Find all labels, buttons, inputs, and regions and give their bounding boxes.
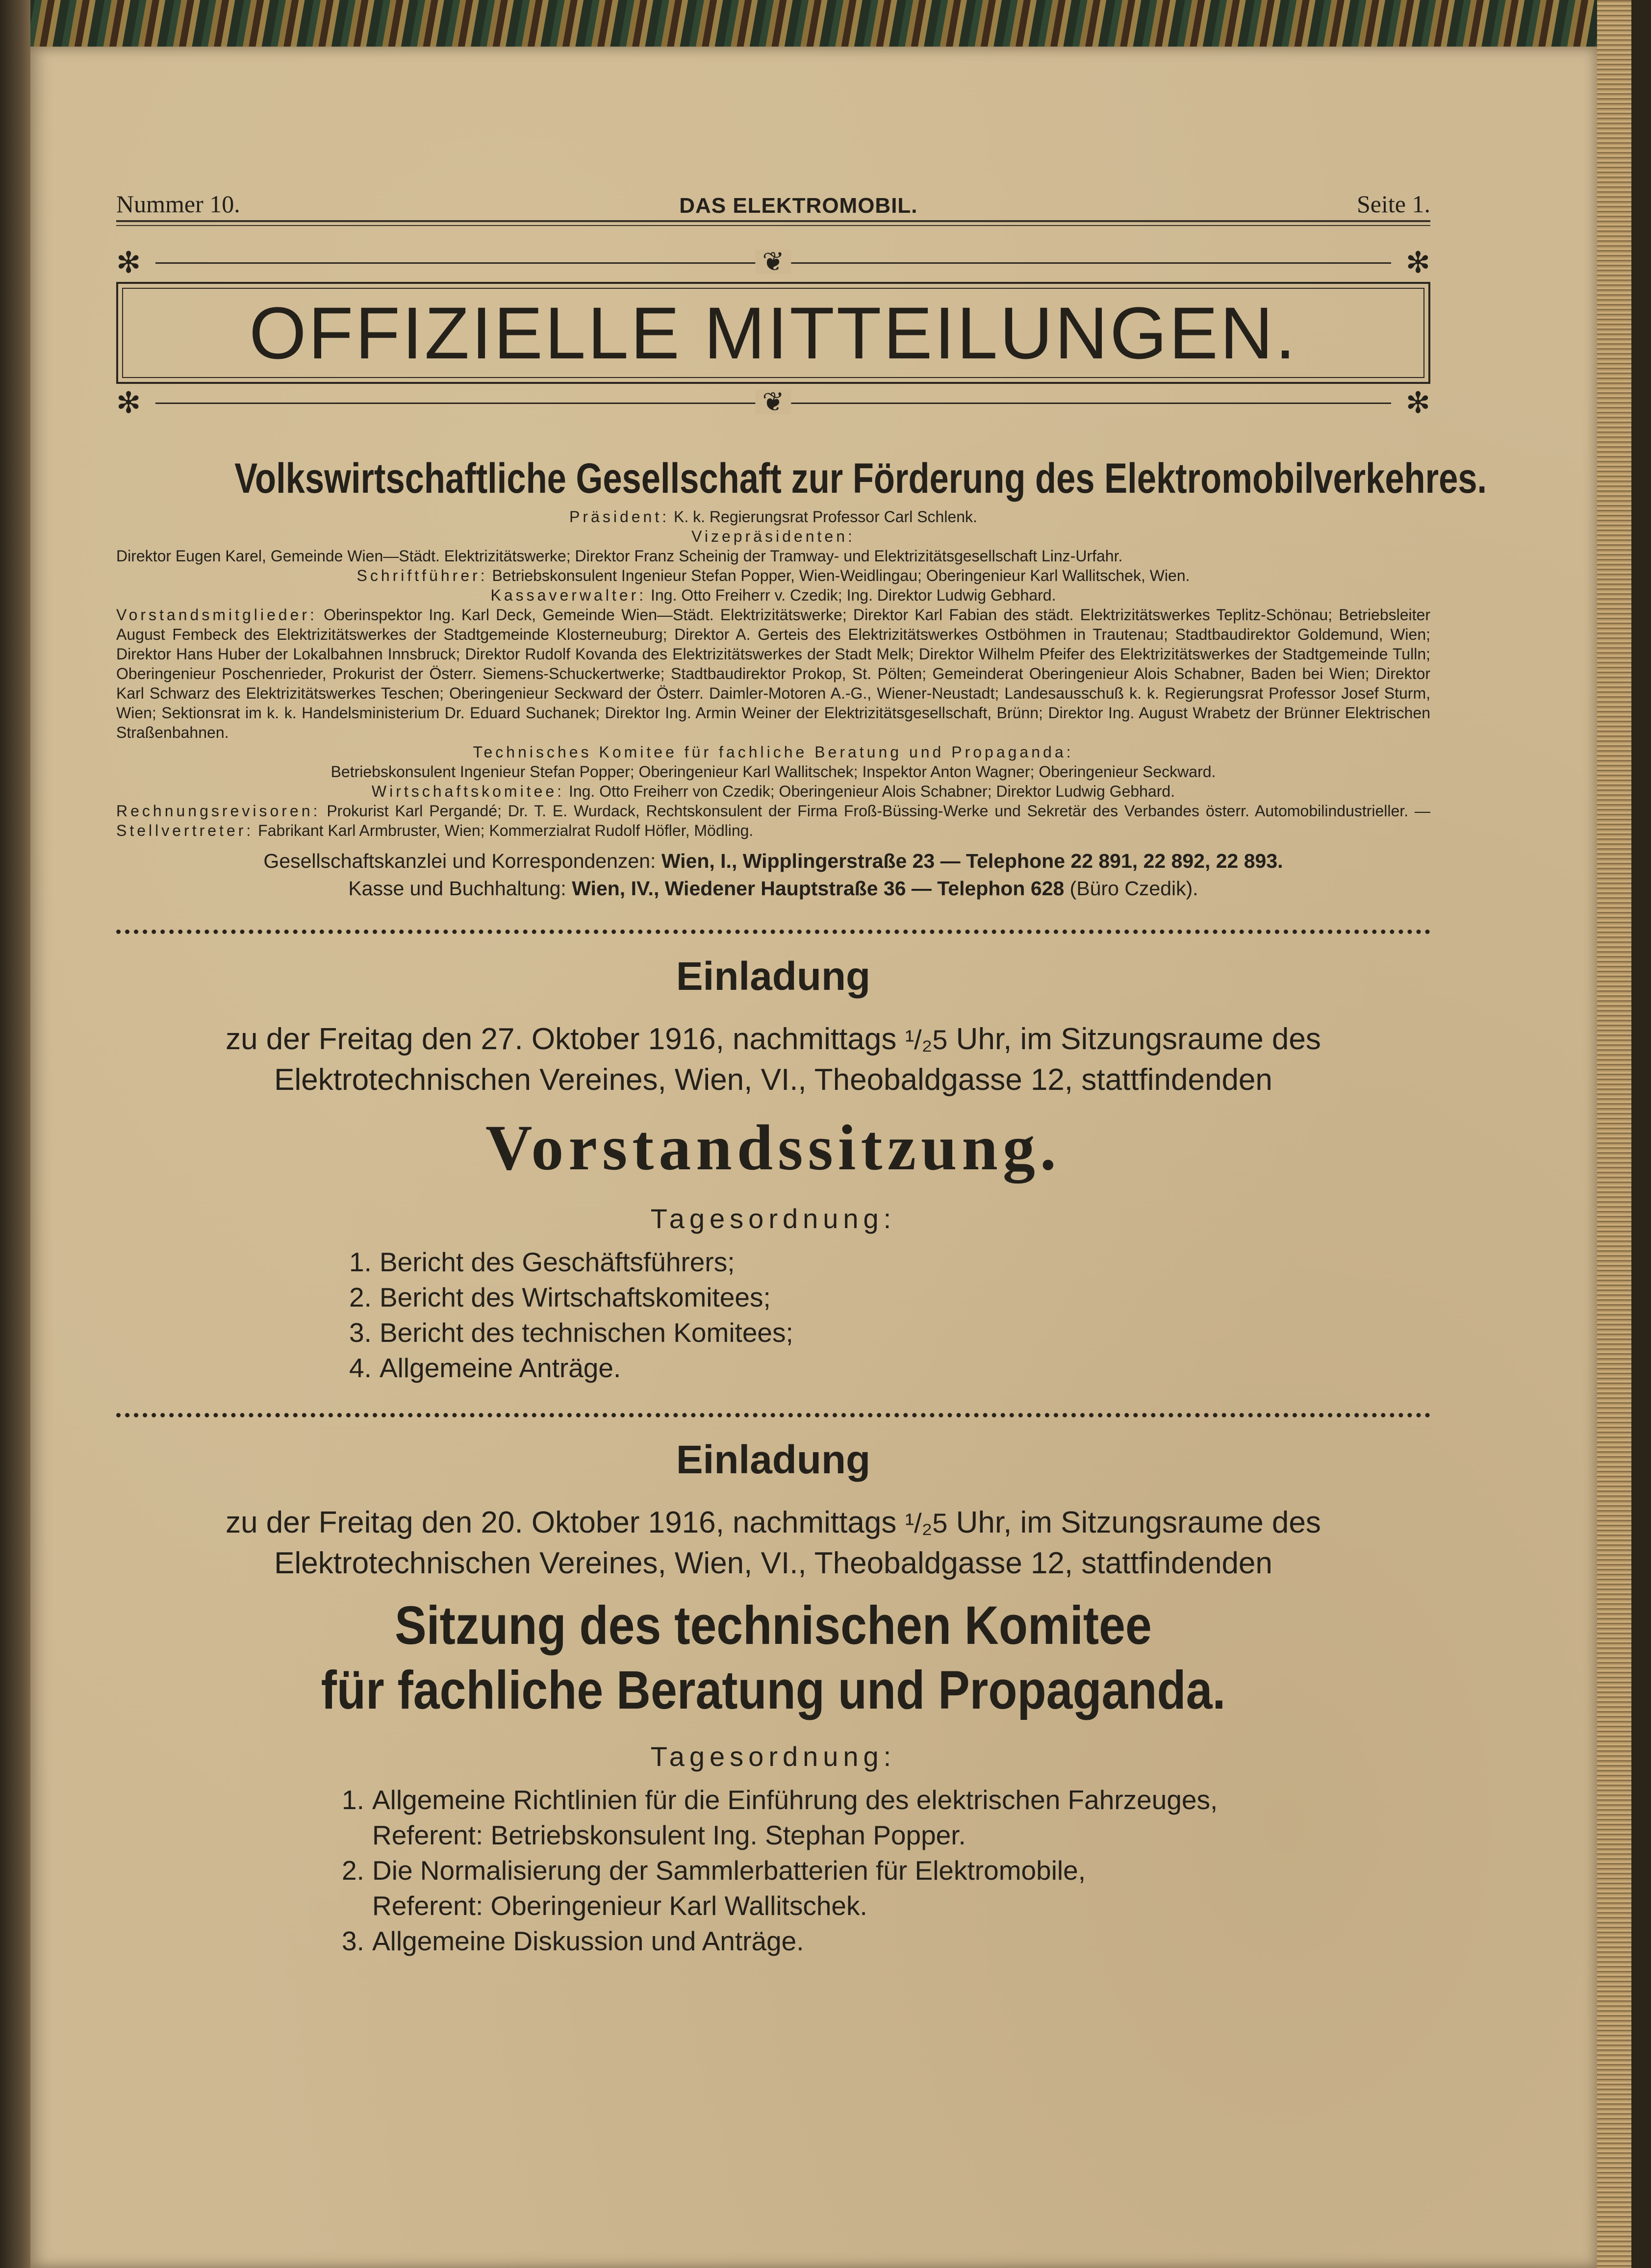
accounting-address: Kasse und Buchhaltung: Wien, IV., Wiedener Hauptstraße 36 — Telephon 628 (Büro Czedik). <box>348 877 1198 900</box>
society-name: Volkswirtschaftliche Gesellschaft zur Förderung des Elektromobilverkehres. <box>234 455 1487 502</box>
scanned-page <box>30 47 1597 2268</box>
technical-committee: Betriebskonsulent Ingenieur Stefan Popper; Oberingenieur Karl Wallitschek; Inspektor Anton Wagner; Oberingenieur Seckward. <box>330 763 1216 781</box>
journal-title: DAS ELEKTROMOBIL. <box>679 194 918 218</box>
officers-block <box>116 507 1430 840</box>
agenda-item: 2. Bericht des Wirtschaftskomitees; <box>349 1282 771 1312</box>
running-header <box>116 179 1430 222</box>
ornament-top <box>116 247 1430 279</box>
meeting-title: Vorstandssitzung. <box>485 1111 1061 1184</box>
swirl-ornament-icon: ❦ <box>755 390 791 414</box>
agenda-item: 4. Allgemeine Anträge. <box>349 1353 621 1383</box>
ornament-bottom <box>116 387 1430 419</box>
invitation-technical-committee <box>116 1437 1430 1959</box>
meeting-title: Sitzung des technischen Komitee für fachliche Beratung und Propaganda. <box>321 1595 1226 1720</box>
cover-edge <box>1631 0 1651 2268</box>
swirl-ornament-icon: ❦ <box>755 250 791 274</box>
asterisk-ornament-icon: ✻ <box>116 247 141 279</box>
agenda-item: 1. Allgemeine Richtlinien für die Einführung des elektrischen Fahrzeuges, Referent: Betriebskonsulent Ing. Stephan Popper. <box>342 1785 1218 1850</box>
board-members: Vorstandsmitglieder: Oberinspektor Ing. Karl Deck, Gemeinde Wien—Städt. Elektrizitätswerke; Direktor Karl Fabian des städt. Elektrizitätswerkes Teplitz-Schönau; Betriebsleiter August Fembeck des Elektrizitätswerkes der Stadtgemeinde Klosterneuburg; Direktor A. Gerteis des Elektrizitätswerkes Ostböhmen in Trautenau; Stadtbaudirektor Goldemund, Wien; Direktor Hans Huber der Lokalbahnen Innsbruck; Direktor Rudolf Kovanda des Elektrizitätswerkes der Stadt Melk; Direktor Wilhelm Pfeifer des Elektrizitätswerkes der Stadtgemeinde Tulln; Oberingenieur Poschenrieder, Prokurist der Österr. Siemens-Schuckertwerke; Stadtbaudirektor Prokop, St. Pölten; Gemeinderat Oberingenieur Alois Schabner, Baden bei Wien; Direktor Karl Schwarz des Elektrizitätswerkes Teschen; Oberingenieur Seckward der Österr. Daimler-Motoren A.-G., Wiener-Neustadt; Landesausschuß k. k. Regierungsrat Professor Josef Sturm, Wien; Sektionsrat im k. k. Handelsministerium Dr. Eduard Suchanek; Direktor Ing. Armin Weiner der Elektrizitätsgesellschaft, Brünn; Direktor Ing. August Wrabetz der Brünner Elektrischen Straßenbahnen. <box>116 606 1431 741</box>
agenda-label: Tagesordnung: <box>650 1741 896 1772</box>
office-address: Gesellschaftskanzlei und Korrespondenzen: Wien, I., Wipplingerstraße 23 — Telephone 22 891, 22 892, 22 893. <box>263 850 1283 872</box>
title-frame <box>116 282 1430 384</box>
treasurer-line: Kassaverwalter: Ing. Otto Freiherr v. Czedik; Ing. Direktor Ludwig Gebhard. <box>490 586 1056 604</box>
invitation-date-line: zu der Freitag den 27. Oktober 1916, nachmittags ¹/₂5 Uhr, im Sitzungsraume des <box>226 1022 1321 1056</box>
dotted-divider <box>116 930 1430 934</box>
agenda-list <box>349 1244 1430 1386</box>
address-block <box>116 847 1430 902</box>
auditors-line: Rechnungsrevisoren: Prokurist Karl Pergandé; Dr. T. E. Wurdack, Rechtskonsulent der Firma Froß-Büssing-Werke und Sekretär des Verbandes österr. Automobilindustrieller. — Stellvertreter: Fabrikant Karl Armbruster, Wien; Kommerzialrat Rudolf Höfler, Mödling. <box>116 802 1431 839</box>
vice-presidents: Direktor Eugen Karel, Gemeinde Wien—Städt. Elektrizitätswerke; Direktor Franz Scheinig der Tramway- und Elektrizitätsgesellschaft Linz-Urfahr. <box>116 547 1123 565</box>
agenda-item: 3. Bericht des technischen Komitees; <box>349 1317 793 1348</box>
page-number: Seite 1. <box>1357 190 1430 218</box>
invitation-heading: Einladung <box>676 1437 871 1482</box>
agenda-list <box>342 1782 1430 1959</box>
agenda-item: 3. Allgemeine Diskussion und Anträge. <box>342 1926 804 1956</box>
page-title: OFFIZIELLE MITTEILUNGEN. <box>249 292 1297 374</box>
invitation-venue-line: Elektrotechnischen Vereines, Wien, VI., Theobaldgasse 12, stattfindenden <box>274 1546 1272 1580</box>
asterisk-ornament-icon: ✻ <box>1405 247 1430 279</box>
page-content <box>116 179 1487 1959</box>
agenda-item: 2. Die Normalisierung der Sammlerbatterien für Elektromobile, Referent: Oberingenieur Karl Wallitschek. <box>342 1855 1086 1921</box>
invitation-heading: Einladung <box>676 954 871 999</box>
secretaries-line: Schriftführer: Betriebskonsulent Ingenieur Stefan Popper, Wien-Weidlingau; Oberingenieur Karl Wallitschek, Wien. <box>356 567 1190 584</box>
technical-committee-label: Technisches Komitee für fachliche Beratung und Propaganda: <box>473 743 1074 761</box>
header-rule <box>116 222 1430 226</box>
book-spine <box>0 0 30 2268</box>
economic-committee-line: Wirtschaftskomitee: Ing. Otto Freiherr von Czedik; Oberingenieur Alois Schabner; Direktor Ludwig Gebhard. <box>371 782 1175 800</box>
president-line: Präsident: K. k. Regierungsrat Professor Carl Schlenk. <box>569 508 977 526</box>
issue-number: Nummer 10. <box>116 190 240 218</box>
invitation-venue-line: Elektrotechnischen Vereines, Wien, VI., Theobaldgasse 12, stattfindenden <box>274 1063 1272 1097</box>
invitation-date-line: zu der Freitag den 20. Oktober 1916, nachmittags ¹/₂5 Uhr, im Sitzungsraume des <box>226 1506 1321 1539</box>
asterisk-ornament-icon: ✻ <box>1405 387 1430 419</box>
dotted-divider <box>116 1413 1430 1417</box>
invitation-board-meeting <box>116 954 1430 1386</box>
agenda-item: 1. Bericht des Geschäftsführers; <box>349 1247 735 1277</box>
asterisk-ornament-icon: ✻ <box>116 387 141 419</box>
vice-presidents-label: Vizepräsidenten: <box>691 528 855 545</box>
agenda-label: Tagesordnung: <box>650 1203 896 1234</box>
